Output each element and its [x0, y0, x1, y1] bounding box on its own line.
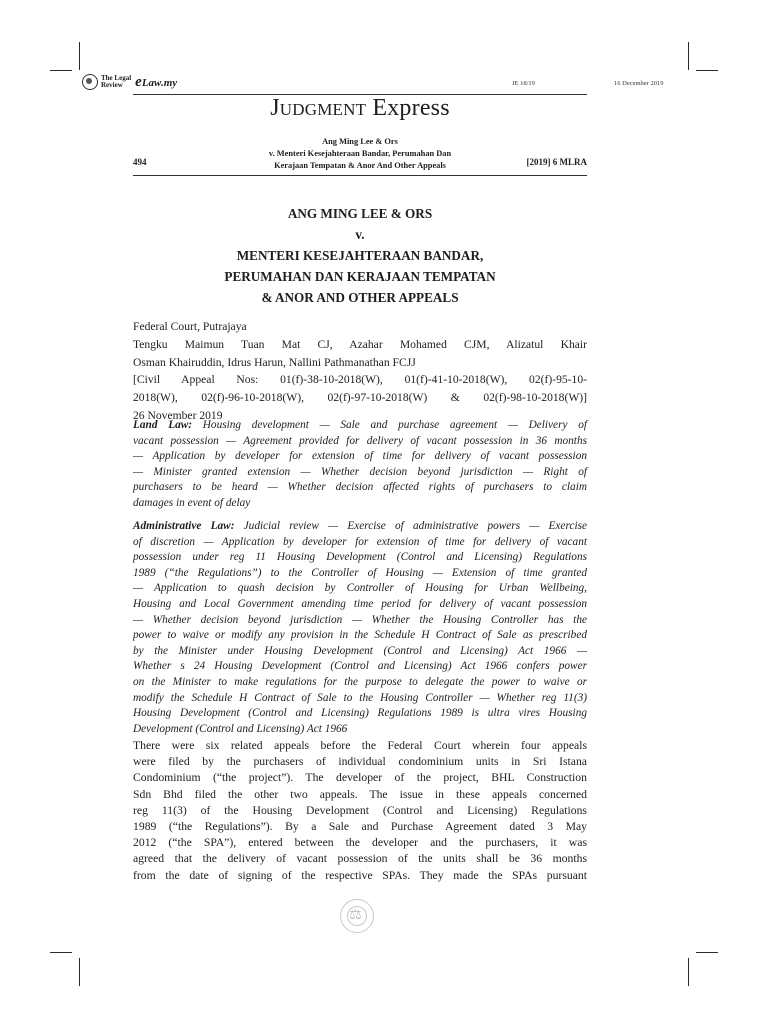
catchword-line: Housing and Local Government amending time period for delivery of vacant possession: [133, 597, 587, 610]
legal-review-seal-icon: [82, 74, 98, 90]
summary-line: were filed by the purchasers of individual condominium units in Sri Istana: [133, 755, 587, 769]
catchword-line: Judicial review — Exercise of administrative powers — Exercise: [243, 520, 587, 532]
catchword-line: by the Minister under Housing Development (Control and Licensing) Act 1966 —: [133, 644, 587, 657]
catchword-line: — Minister granted extension — Whether decision beyond jurisdiction — Right of: [133, 465, 587, 478]
elaw-e-glyph: e: [135, 73, 142, 90]
appeal-numbers-line: [Civil Appeal Nos: 01(f)-38-10-2018(W), 01(f)-41-10-2018(W), 02(f)-95-10-: [133, 373, 587, 387]
catchwords-land-law: [133, 418, 587, 512]
catchword-heading: Administrative Law:: [133, 520, 235, 532]
catchwords-administrative-law: [133, 519, 587, 737]
judges-line: Tengku Maimun Tuan Mat CJ, Azahar Mohamed CJM, Alizatul Khair: [133, 337, 587, 351]
issue-date: 16 December 2019: [614, 80, 664, 87]
catchword-line: 1989 (“the Regulations”) to the Controller of Housing — Extension of time granted: [133, 566, 587, 579]
summary-line: There were six related appeals before the Federal Court wherein four appeals: [133, 739, 587, 752]
summary-line: agreed that the delivery of vacant possession of the units shall be 36 months: [133, 852, 587, 866]
page-number: 494: [133, 157, 147, 167]
journal-title: [133, 92, 587, 126]
catchword-line: Housing Development (Control and Licensing) Regulations 1989 is ultra vires Housing: [133, 707, 587, 720]
case-title-line: v.: [355, 227, 365, 242]
elaw-logo: [135, 74, 177, 91]
decision-date: 26 November 2019: [133, 408, 223, 422]
summary-line: reg 11(3) of the Housing Development (Control and Licensing) Regulations: [133, 803, 587, 817]
court-name: Federal Court, Putrajaya: [133, 320, 247, 333]
catchword-line: on the Minister to make regulations for the purpose to delegate the power to waive or: [133, 675, 587, 688]
header-rule-bottom: [133, 175, 587, 176]
summary-line: Sdn Bhd filed the other two appeals. The issue in these appeals concerned: [133, 787, 587, 801]
catchword-line: damages in event of delay: [133, 496, 251, 509]
judges-line: Osman Khairuddin, Idrus Harun, Nallini Pathmanathan FCJJ: [133, 355, 416, 369]
running-head-line-3: Kerajaan Tempatan & Anor And Other Appeals: [274, 161, 446, 170]
citation: [2019] 6 MLRA: [526, 157, 587, 167]
catchword-line: — Application to quash decision by Controller of Housing for Urban Wellbeing,: [133, 582, 587, 595]
running-head-parties: [208, 136, 512, 172]
court-seal-icon: [340, 899, 374, 933]
legal-review-logo: [101, 75, 131, 89]
catchword-line: purchasers to be heard — Whether decision affected rights of purchasers to claim: [133, 481, 587, 494]
catchword-line: — Application by developer for extension of time for delivery of vacant possession: [133, 450, 587, 463]
case-title-line: MENTERI KESEJAHTERAAN BANDAR,: [236, 248, 484, 263]
crop-mark-bottom-left-vertical: [79, 958, 80, 986]
catchword-line: Whether s 24 Housing Development (Control and Licensing) Act 1966 confers power: [133, 660, 587, 673]
publisher-logos: [82, 72, 177, 92]
appeal-numbers-line: 2018(W), 02(f)-96-10-2018(W), 02(f)-97-10-2018(W) & 02(f)-98-10-2018(W)]: [133, 391, 587, 405]
summary-line: Condominium (“the project”). The developer of the project, BHL Construction: [133, 771, 587, 785]
case-title-line: ANG MING LEE & ORS: [287, 206, 433, 221]
crop-mark-top-right-horizontal: [696, 70, 718, 71]
crop-mark-bottom-right-horizontal: [696, 952, 718, 953]
catchword-line: possession under reg 11 Housing Development (Control and Licensing) Regulations: [133, 551, 587, 564]
summary-line: from the date of signing of the respective SPAs. They made the SPAs pursuant: [133, 868, 587, 882]
catchword-line: power to waive or modify any provision in the Schedule H Contract of Sale as prescribed: [133, 629, 587, 642]
catchword-line: — Whether decision beyond jurisdiction — Whether the Housing Controller has the: [133, 613, 587, 626]
case-title: [133, 203, 587, 308]
summary-line: 2012 (“the SPA”), entered between the developer and the purchasers, it was: [133, 836, 587, 850]
catchword-line: of discretion — Application by developer for extension of time for delivery of vacant: [133, 535, 587, 548]
catchword-heading: Land Law:: [133, 419, 193, 431]
journal-title-smallcaps: UDGMENT: [279, 100, 367, 119]
legal-review-logo-line1: The Legal: [101, 74, 132, 82]
crop-mark-top-left-vertical: [79, 42, 80, 70]
catchword-line: vacant possession — Agreement provided for delivery of vacant possession in 36 months: [133, 434, 587, 447]
elaw-logo-text: Law.my: [141, 76, 178, 89]
summary-line: 1989 (“the Regulations”). By a Sale and Purchase Agreement dated 3 May: [133, 820, 587, 834]
running-head-line-1: Ang Ming Lee & Ors: [322, 137, 398, 146]
catchword-line: Development (Control and Licensing) Act 1966: [133, 722, 348, 735]
case-title-line: PERUMAHAN DAN KERAJAAN TEMPATAN: [224, 269, 496, 284]
case-metadata: [133, 318, 587, 425]
journal-title-rest: Express: [366, 95, 450, 121]
legal-review-logo-line2: Review: [101, 81, 123, 89]
case-title-line: & ANOR AND OTHER APPEALS: [261, 290, 459, 305]
crop-mark-top-right-vertical: [688, 42, 689, 70]
crop-mark-top-left-horizontal: [50, 70, 72, 71]
crop-mark-bottom-left-horizontal: [50, 952, 72, 953]
case-summary: [133, 738, 587, 884]
je-reference: JE 18/19: [512, 80, 535, 87]
running-head-line-2: v. Menteri Kesejahteraan Bandar, Perumahan Dan: [268, 149, 452, 158]
catchword-line: Housing development — Sale and purchase agreement — Delivery of: [202, 419, 587, 431]
crop-mark-bottom-right-vertical: [688, 958, 689, 986]
journal-title-initial: J: [270, 95, 280, 121]
catchword-line: modify the Schedule H Contract of Sale to the Housing Controller — Whether reg 11(3): [133, 691, 587, 704]
header-rule-top: [133, 94, 587, 95]
